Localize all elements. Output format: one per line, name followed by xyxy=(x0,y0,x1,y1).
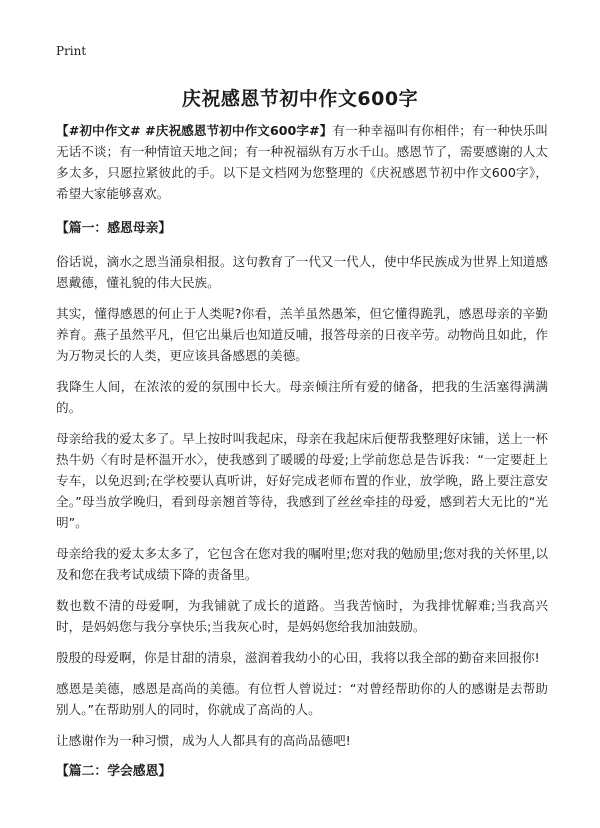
paragraph: 其实，懂得感恩的何止于人类呢?你看，羔羊虽然愚笨，但它懂得跪乳，感恩母亲的辛勤养育。燕子虽然平凡，但它出巢后也知道反哺，报答母亲的日夜辛劳。动物尚且如此，作为万物灵长的人类，更应该具备感恩的美德。 xyxy=(56,306,548,363)
paragraph: 俗话说，滴水之恩当涌泉相报。这句教育了一代又一代人，使中华民族成为世界上知道感恩戴德，懂礼貌的伟大民族。 xyxy=(56,254,548,290)
intro-paragraph xyxy=(56,120,548,204)
article-title: 庆祝感恩节初中作文600字 xyxy=(181,88,419,110)
article-body xyxy=(56,120,548,794)
paragraph: 殷殷的母爱啊，你是甘甜的清泉，滋润着我幼小的心田，我将以我全部的勤奋来回报你! xyxy=(56,650,540,665)
print-link[interactable]: Print xyxy=(56,44,87,58)
intro-text: 有一种幸福叫有你相伴；有一种快乐叫无话不谈；有一种情谊天地之间；有一种祝福纵有万水千山。感恩节了，需要感谢的人太多太多，只愿拉紧彼此的手。以下是文档网为您整理的《庆祝感恩节初中作文600字》，希望大家能够喜欢。 xyxy=(56,123,549,201)
section-heading-2: 【篇二：学会感恩】 xyxy=(56,764,172,779)
paragraph: 母亲给我的爱太多太多了，它包含在您对我的嘱咐里;您对我的勉励里;您对我的关怀里,以及和您在我考试成绩下降的责备里。 xyxy=(56,546,548,582)
paragraph: 我降生人间，在浓浓的爱的氛围中长大。母亲倾注所有爱的储备，把我的生活塞得满满的。 xyxy=(56,379,548,415)
paragraph: 母亲给我的爱太多了。早上按时叫我起床，母亲在我起床后便帮我整理好床铺，送上一杯热牛奶〈有时是杯温开水〉，使我感到了暖暖的母爱;上学前您总是告诉我：“一定要赶上专车，以免迟到;在学校要认真听讲，好好完成老师布置的作业，放学晚，路上要注意安全。”母当放学晚归，看到母亲翘首等待，我感到了丝丝牵挂的母爱，感到若大无比的“光明”。 xyxy=(56,431,548,530)
intro-tag: 【#初中作文# #庆祝感恩节初中作文600字#】 xyxy=(56,123,333,138)
section-heading-1: 【篇一：感恩母亲】 xyxy=(56,221,172,236)
paragraph: 数也数不清的母爱啊，为我铺就了成长的道路。当我苦恼时，为我排忧解难;当我高兴时，是妈妈您与我分享快乐;当我灰心时，是妈妈您给我加油鼓励。 xyxy=(56,598,548,634)
paragraph: 感恩是美德，感恩是高尚的美德。有位哲人曾说过：“对曾经帮助你的人的感谢是去帮助别人。”在帮助别人的同时，你就成了高尚的人。 xyxy=(56,681,548,717)
paragraph: 让感谢作为一种习惯，成为人人都具有的高尚品德吧! xyxy=(56,733,351,748)
